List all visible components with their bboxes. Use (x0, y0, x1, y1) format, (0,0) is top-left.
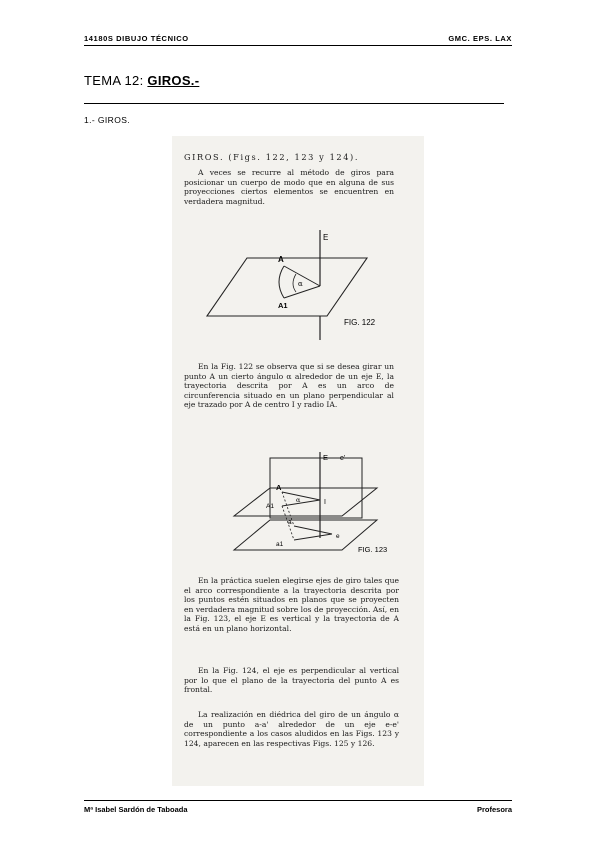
fig122-caption: FIG. 122 (344, 318, 376, 327)
fig123-label-a1: A1 (266, 503, 274, 510)
section-heading: 1.- GIROS. (84, 115, 131, 125)
fig123-label-e-prime: e' (340, 455, 346, 462)
title-divider (84, 103, 504, 104)
figure-122 (192, 228, 407, 343)
header-divider (84, 45, 512, 46)
fig122-label-a: A (278, 255, 284, 264)
title-subject: GIROS.- (147, 73, 200, 88)
header-department: GMC. EPS. LAX (448, 34, 512, 43)
scan-paragraph-1: A veces se recurre al método de giros para posicionar un cuerpo de modo que en alguna de sus proyecciones ciertos elementos se encuentren en verdadera magnitud. (184, 168, 394, 206)
fig123-radius-a1-low (294, 534, 332, 540)
fig123-horizontal-plane-lower (234, 520, 377, 550)
page-title (84, 73, 199, 88)
scan-paragraph-5: La realización en diédrica del giro de un ángulo α de un punto a-a' alrededor de un eje e-e' correspondiente a los casos aludidos en las Figs. 123 y 124, aparecen en las respectivas Figs. 125 y 126. (184, 710, 399, 748)
scan-paragraph-2: En la Fig. 122 se observa que si se desea girar un punto A un cierto ángulo α alrededor de un eje E, la trayectoria descrita por A es un arco de circunferencia situado en un plano perpendicular al eje trazado por A de centro I y radio IA. (184, 362, 394, 410)
fig123-label-i: I (324, 499, 326, 506)
fig123-radius-a-low (294, 526, 332, 534)
figure-123 (222, 448, 407, 563)
footer-role: Profesora (476, 805, 512, 814)
fig122-label-a1: A1 (278, 301, 288, 310)
fig122-label-e: E (323, 233, 329, 242)
header-course: 14180S DIBUJO TÉCNICO (84, 34, 189, 43)
fig123-radius-a (282, 492, 320, 500)
footer-divider (84, 800, 512, 801)
scanned-page (172, 136, 424, 786)
fig123-caption: FIG. 123 (358, 545, 388, 554)
fig123-label-alpha: α (296, 496, 301, 504)
title-prefix: TEMA 12: (84, 73, 144, 88)
fig123-radius-a1 (282, 500, 320, 506)
fig123-label-a-low: a (288, 519, 292, 526)
fig122-angle-arc (293, 274, 296, 292)
scan-paragraph-4: En la Fig. 124, el eje es perpendicular al vertical por lo que el plano de la trayectoria del punto A es frontal. (184, 666, 399, 695)
fig122-arc (279, 266, 284, 298)
fig122-label-alpha: α (298, 280, 303, 288)
footer-author: Mª Isabel Sardón de Taboada (84, 805, 188, 814)
fig123-label-e-low: e (336, 533, 340, 540)
fig123-label-a1-low: a1 (276, 541, 284, 548)
fig123-label-a: A (276, 483, 282, 492)
scan-paragraph-3: En la práctica suelen elegirse ejes de giro tales que el arco correspondiente a la trayectoria descrita por los puntos estén situados en planos que se proyecten en verdadera magnitud sobre los de proyección. Así, en la Fig. 123, el eje E es vertical y la trayectoria de A está en un plano horizontal. (184, 576, 399, 633)
fig123-label-e: E (323, 453, 329, 462)
scan-heading: GIROS. (Figs. 122, 123 y 124). (184, 152, 360, 162)
